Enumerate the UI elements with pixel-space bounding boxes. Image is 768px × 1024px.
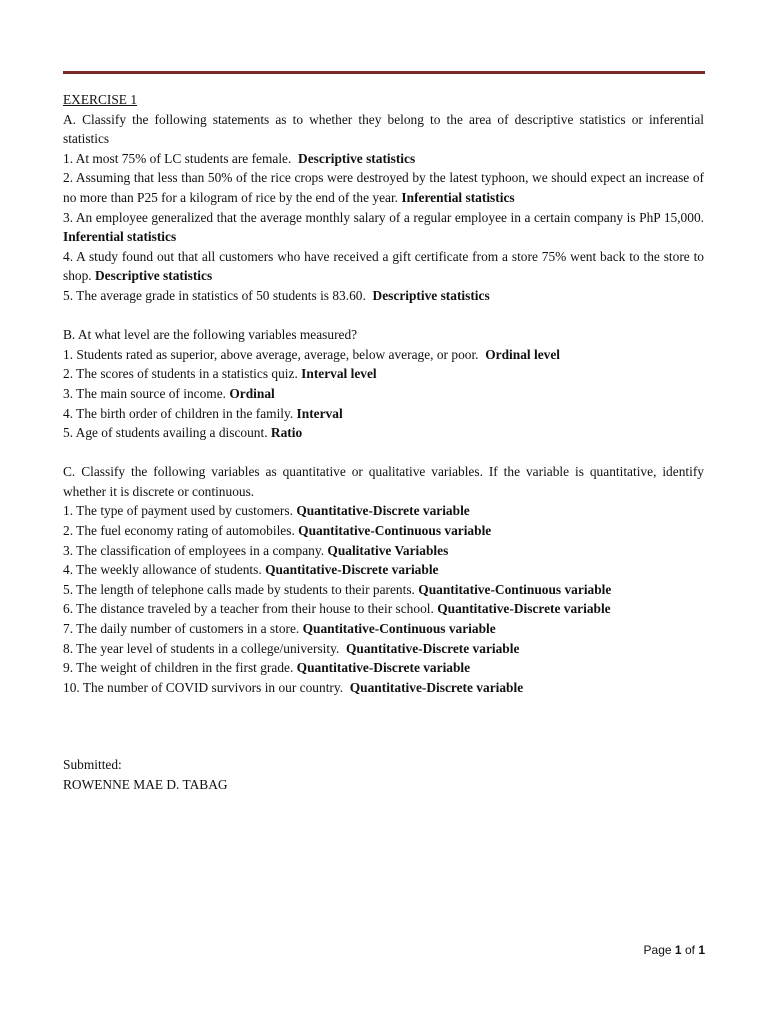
section-b-item bbox=[63, 345, 704, 365]
section-b-instruction: B. At what level are the following variables measured? bbox=[63, 327, 358, 343]
section-c-item bbox=[63, 541, 704, 561]
section-c-item bbox=[63, 658, 704, 678]
current-page: 1 bbox=[674, 943, 682, 957]
section-a-item bbox=[63, 286, 704, 306]
section-c-item bbox=[63, 619, 704, 639]
total-pages: 1 bbox=[698, 943, 705, 957]
section-a-instruction: A. Classify the following statements as to whether they belong to the area of descriptive statistics or inferential statistics bbox=[63, 111, 704, 147]
section-c-item bbox=[63, 501, 704, 521]
item-answer: Quantitative-Discrete variable bbox=[296, 503, 470, 519]
section-b-item bbox=[63, 423, 704, 443]
item-text: 1. Students rated as superior, above average, average, below average, or poor. bbox=[63, 346, 479, 362]
item-text: 4. The birth order of children in the family. bbox=[63, 405, 294, 421]
item-text: 3. The main source of income. bbox=[63, 385, 226, 401]
section-b-item bbox=[63, 384, 704, 404]
section-c-item bbox=[63, 599, 704, 619]
spacer bbox=[63, 443, 704, 463]
page-word: Page bbox=[643, 943, 672, 957]
section-a-item bbox=[63, 168, 704, 207]
item-text: 8. The year level of students in a college/university. bbox=[63, 640, 340, 656]
section-a-item bbox=[63, 247, 704, 286]
item-answer: Interval bbox=[296, 405, 343, 421]
item-text: 5. The length of telephone calls made by students to their parents. bbox=[63, 581, 415, 597]
item-answer: Quantitative-Continuous variable bbox=[298, 523, 492, 539]
of-word: of bbox=[684, 943, 695, 957]
item-answer: Quantitative-Discrete variable bbox=[349, 679, 524, 695]
item-text: 7. The daily number of customers in a store. bbox=[63, 621, 300, 637]
page-number bbox=[644, 943, 705, 957]
section-c-item bbox=[63, 678, 704, 698]
section-c-item bbox=[63, 560, 704, 580]
header-rule bbox=[63, 71, 705, 74]
section-a-item bbox=[63, 149, 704, 169]
item-text: 5. Age of students availing a discount. bbox=[63, 425, 268, 441]
item-answer: Ratio bbox=[270, 425, 303, 441]
spacer bbox=[63, 306, 704, 326]
item-text: 5. The average grade in statistics of 50 students is 83.60. bbox=[63, 287, 366, 303]
item-answer: Qualitative Variables bbox=[327, 542, 449, 558]
exercise-title: EXERCISE 1 bbox=[63, 92, 138, 107]
item-text: 6. The distance traveled by a teacher from their house to their school. bbox=[63, 601, 434, 617]
item-answer: Quantitative-Continuous variable bbox=[302, 621, 496, 637]
item-text: 9. The weight of children in the first grade. bbox=[63, 660, 294, 676]
section-c-instruction: C. Classify the following variables as quantitative or qualitative variables. If the variable is quantitative, identify whether it is discrete or continuous. bbox=[63, 464, 704, 499]
item-text: 3. The classification of employees in a company. bbox=[63, 542, 325, 558]
item-text: 2. Assuming that less than 50% of the rice crops were destroyed by the latest typhoon, we should expect an increase of no more than P25 for a kilogram of rice by the end of the year. bbox=[63, 170, 704, 205]
item-text: 1. At most 75% of LC students are female. bbox=[63, 150, 292, 166]
item-text: 3. An employee generalized that the average monthly salary of a regular employee in a certain company is PhP 15,000. bbox=[63, 209, 704, 225]
item-answer: Quantitative-Discrete variable bbox=[437, 601, 611, 617]
item-answer: Descriptive statistics bbox=[95, 268, 213, 284]
item-text: 4. The weekly allowance of students. bbox=[63, 562, 262, 578]
author-name: ROWENNE MAE D. TABAG bbox=[63, 777, 228, 792]
section-c-item bbox=[63, 521, 704, 541]
item-answer: Descriptive statistics bbox=[298, 150, 416, 166]
section-b-item bbox=[63, 364, 704, 384]
item-answer: Descriptive statistics bbox=[372, 287, 490, 303]
submitted-label: Submitted: bbox=[63, 757, 122, 773]
item-answer: Interval level bbox=[301, 366, 377, 382]
item-answer: Ordinal bbox=[229, 385, 275, 401]
item-text: 1. The type of payment used by customers. bbox=[63, 503, 293, 519]
item-answer: Inferential statistics bbox=[401, 189, 515, 205]
item-answer: Quantitative-Discrete variable bbox=[296, 660, 471, 676]
item-text: 4. A study found out that all customers who have received a gift certificate from a store 75% went back to the store to shop. bbox=[63, 248, 704, 284]
item-answer: Ordinal level bbox=[485, 346, 560, 362]
item-text: 2. The scores of students in a statistics quiz. bbox=[63, 366, 298, 382]
item-text: 2. The fuel economy rating of automobiles. bbox=[63, 523, 295, 539]
section-b-item bbox=[63, 404, 704, 424]
item-answer: Quantitative-Discrete variable bbox=[265, 562, 439, 578]
item-answer: Inferential statistics bbox=[63, 229, 177, 245]
section-a-item bbox=[63, 208, 704, 247]
item-text: 10. The number of COVID survivors in our country. bbox=[63, 679, 344, 695]
section-c-item bbox=[63, 639, 704, 659]
item-answer: Quantitative-Discrete variable bbox=[346, 640, 520, 656]
spacer bbox=[63, 697, 704, 755]
document-body bbox=[63, 90, 704, 795]
section-c-item bbox=[63, 580, 704, 600]
item-answer: Quantitative-Continuous variable bbox=[418, 581, 612, 597]
